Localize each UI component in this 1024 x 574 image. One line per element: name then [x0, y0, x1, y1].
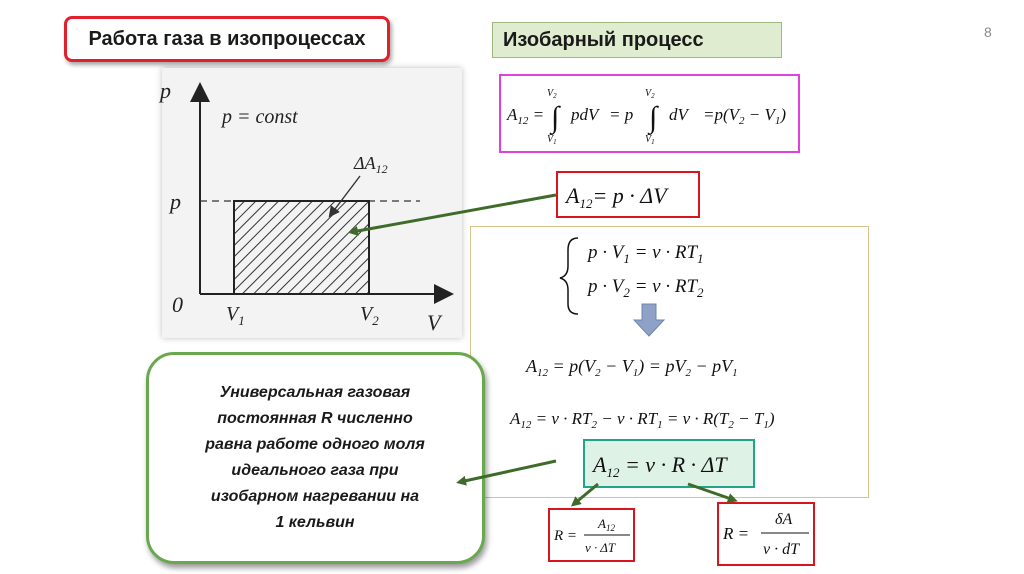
- svg-text:=p(V2 − V1): $=p(V_2 - V_1)$: [703, 105, 787, 127]
- system-eq-2: $p \cdot V_2 = \nu \cdot RT_2$: [588, 276, 704, 300]
- callout-line-3: равна работе одного моля: [205, 436, 425, 453]
- callout-line-6: 1 кельвин: [275, 514, 355, 531]
- p-tick-label: p: [170, 189, 181, 214]
- slide-subtitle: Изобарный процесс: [492, 22, 782, 58]
- svg-text:V1: $V_1$: [645, 134, 655, 146]
- svg-text:V2: $V_2$: [645, 88, 655, 100]
- work-short-formula-box: [556, 171, 700, 218]
- work-temp-formula: $A_{12} = \nu \cdot RT_2 - \nu \cdot RT_1 = \nu \cdot R(T_2 - T_1)$: [510, 409, 775, 431]
- svg-text:A12 = ν · R · ΔT: $A_{12} = \nu \cdot R \cdot \Delta T$: [593, 452, 727, 480]
- slide-title: Работа газа в изопроцессах: [64, 16, 390, 62]
- y-axis-label: p: [160, 78, 171, 103]
- svg-text:V2: $V_2$: [547, 88, 557, 100]
- graph-panel: [162, 68, 462, 338]
- svg-text:pdV: pdV: [571, 105, 599, 124]
- svg-text:A12: $A_{12}$: [598, 516, 615, 533]
- svg-text:R =: R =: [554, 528, 578, 544]
- work-area-rect: [234, 201, 369, 294]
- svg-text:ν · ΔT: ν · ΔT: [585, 540, 616, 555]
- system-eq-1: $p \cdot V_1 = \nu \cdot RT_1$: [588, 242, 704, 266]
- v1-label: $V_1$: [226, 303, 245, 328]
- pv-graph: [162, 68, 462, 338]
- integral-formula-box: [499, 74, 800, 153]
- callout-line-5: изобарном нагревании на: [210, 488, 420, 505]
- page-number: 8: [984, 24, 992, 40]
- system-brace: [560, 238, 578, 314]
- work-dT-formula-box: [583, 439, 755, 488]
- svg-text:∫: ∫: [551, 101, 560, 134]
- r-formula-box-2: [717, 502, 815, 566]
- svg-text:= p: = p: [609, 105, 634, 124]
- svg-text:dV: dV: [669, 105, 688, 124]
- down-arrow-icon: [634, 304, 664, 336]
- v2-label: $V_2$: [360, 303, 379, 328]
- svg-text:A12= p · ΔV: $A_{12}= p \cdot \Delta V$: [566, 183, 667, 211]
- svg-text:V1: $V_1$: [547, 134, 557, 146]
- origin-label: 0: [172, 292, 183, 317]
- x-axis-label: V: [427, 310, 441, 335]
- svg-text:A12 =: $A_{12}$ =: [507, 105, 545, 127]
- work-expand-formula: $A_{12} = p(V_2 - V_1) = pV_2 - pV_1$: [526, 356, 738, 379]
- r-formula-box-1: [548, 508, 635, 562]
- callout-line-4: идеального газа при: [231, 462, 399, 479]
- callout-line-2: постоянная R численно: [217, 410, 413, 427]
- svg-text:δA: δA: [775, 511, 793, 528]
- constant-label: p = const: [222, 106, 298, 128]
- svg-text:R =: R =: [723, 524, 750, 543]
- svg-text:ν · dT: ν · dT: [763, 541, 799, 558]
- svg-text:∫: ∫: [649, 101, 658, 134]
- integral-formula: [501, 76, 798, 151]
- area-label: $\Delta A_{12}$: [354, 153, 388, 176]
- callout-text: [160, 380, 470, 536]
- callout-line-1: Универсальная газовая: [219, 384, 411, 401]
